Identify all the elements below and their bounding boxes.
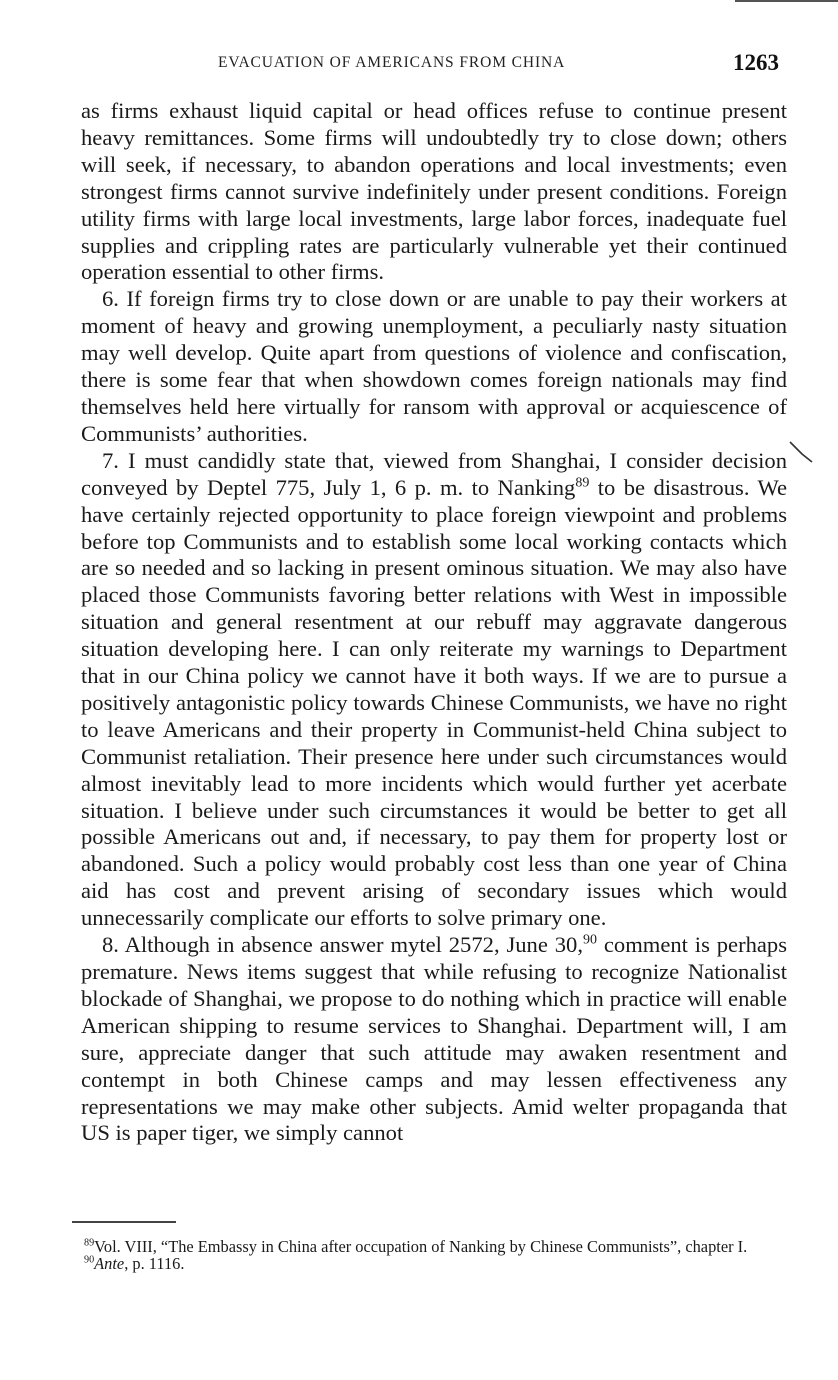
pencil-tick-mark <box>788 440 814 466</box>
footnote-90 <box>66 1255 774 1272</box>
paragraph-7-text-b: to be disastrous. We have certainly rejected opportunity to place foreign viewpoint and problems before top Communists and to establish some local working contacts which are so needed and so lacking in present ominous situation. We may also have placed those Communists favoring better relations with West in impossible situation and general resentment at our rebuff may aggravate dangerous situation developing here. I can only reiterate my warnings to Department that in our China policy we cannot have it both ways. If we are to pursue a positively antagonistic policy towards Chinese Communists, we have no right to leave Americans and their property in Communist-held China subject to Communist retaliation. Their presence here under such circumstances would almost inevitably lead to more incidents which would further yet acerbate situation. I believe under such circumstances it would be better to get all possible Americans out and, if necessary, to pay them for property lost or abandoned. Such a policy would probably cost less than one year of China aid has cost and prevent arising of secondary issues which would unnecessarily complicate our efforts to solve primary one. <box>81 474 788 931</box>
footnote-rule <box>72 1221 176 1223</box>
paragraph-7-text-a: 7. I must candidly state that, viewed from Shanghai, I consider decision conveyed by Deptel 775, July 1, 6 p. m. to Nanking <box>81 447 787 500</box>
footnotes <box>66 1238 774 1272</box>
footnote-90-text: , p. 1116. <box>124 1254 185 1273</box>
running-head <box>0 52 838 82</box>
paragraph-8 <box>81 932 787 1147</box>
footnote-mark-90: 90 <box>84 1254 95 1266</box>
running-title: EVACUATION OF AMERICANS FROM CHINA <box>218 54 566 71</box>
paragraph-6: 6. If foreign firms try to close down or are unable to pay their workers at moment of heavy and growing unemployment, a peculiarly nasty situation may well develop. Quite apart from questions of violence and confiscation, there is some fear that when showdown comes foreign nationals may find themselves held here virtually for ransom with approval or acquiescence of Communists’ authorities. <box>81 286 787 446</box>
footnote-90-ante: Ante <box>94 1254 125 1273</box>
paragraph-8-text-a: 8. Although in absence answer mytel 2572, June 30, <box>102 932 583 958</box>
body-text <box>81 98 787 1147</box>
paragraph-continued: as firms exhaust liquid capital or head offices refuse to continue present heavy remittances. Some firms will undoubtedly try to close down; others will seek, if necessary, to abandon operations and local investments; even strongest firms cannot survive indefinitely under present conditions. Foreign utility firms with large local investments, large labor forces, inadequate fuel supplies and crippling rates are particularly vulnerable yet their continued operation essential to other firms. <box>81 98 787 285</box>
footnote-ref-90: 90 <box>583 932 597 948</box>
page-number: 1263 <box>733 50 779 75</box>
footnote-mark-89: 89 <box>84 1237 95 1249</box>
footnote-89-text: Vol. VIII, “The Embassy in China after occupation of Nanking by Chinese Communists”, chapter I. <box>94 1237 748 1256</box>
paragraph-7 <box>81 448 787 932</box>
footnote-89 <box>66 1238 774 1255</box>
paragraph-8-text-b: comment is perhaps premature. News items suggest that while refusing to recognize Nationalist blockade of Shanghai, we propose to do nothing which in practice will enable American shipping to resume services to Shanghai. Department will, I am sure, appreciate danger that such attitude may awaken resentment and contempt in both Chinese camps and may lessen effectiveness any representations we may make other subjects. Amid welter propaganda that US is paper tiger, we simply cannot <box>81 932 788 1146</box>
footnote-ref-89: 89 <box>575 475 590 491</box>
top-edge-rule <box>735 0 838 2</box>
